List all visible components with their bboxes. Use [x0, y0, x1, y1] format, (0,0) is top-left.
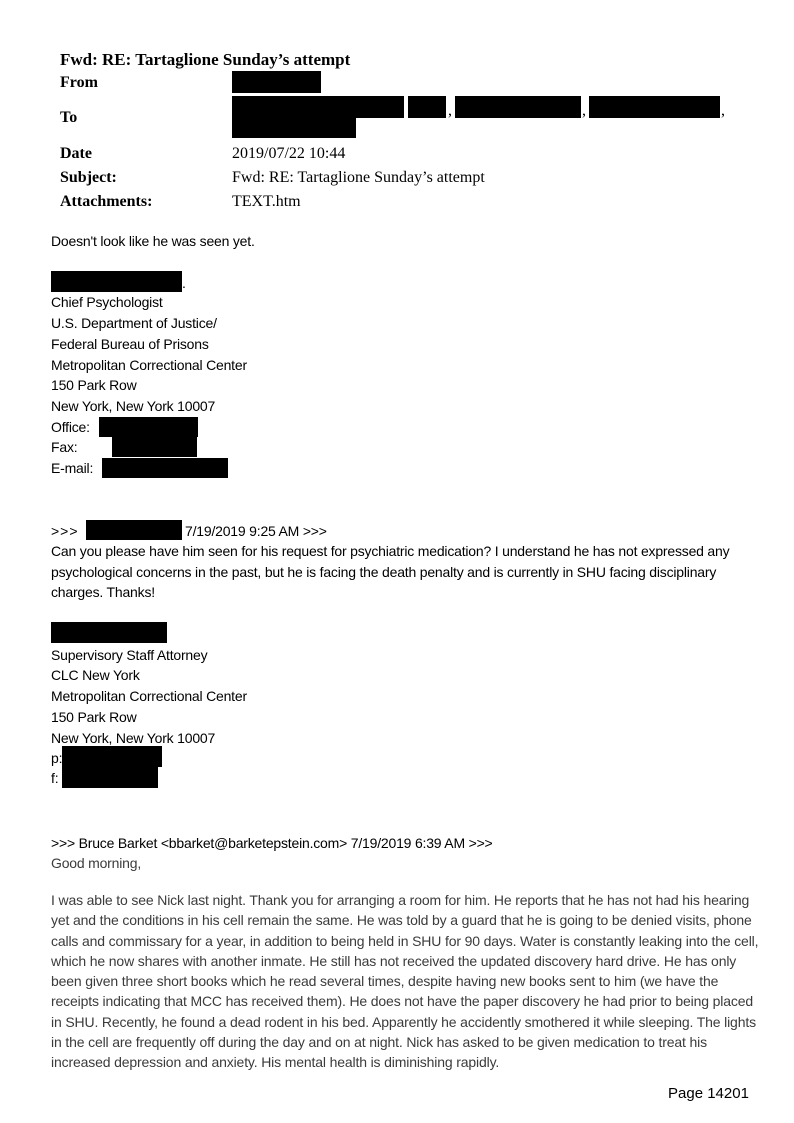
message2-text: Can you please have him seen for his request for psychiatric medication? I understand he has not expressed any psychological concerns in the past, but he is facing the death penalty and is currently in SHU facing disciplinary charges. Thanks! — [51, 543, 730, 600]
message3-header: >>> Bruce Barket <bbarket@barketepstein.com> 7/19/2019 6:39 AM >>> — [51, 835, 493, 851]
redacted-to-1 — [232, 96, 404, 118]
fax2-label: f: — [51, 770, 59, 786]
email-subject-title: Fwd: RE: Tartaglione Sunday’s attempt — [60, 50, 351, 69]
sig2-facility: Metropolitan Correctional Center — [51, 688, 247, 704]
sig1-department: U.S. Department of Justice/ — [51, 315, 217, 331]
message3-body — [51, 890, 766, 1086]
redacted-to-4 — [589, 96, 720, 118]
signer-name-suffix: . — [182, 275, 186, 291]
sig1-bureau: Federal Bureau of Prisons — [51, 336, 209, 352]
from-label: From — [60, 74, 98, 91]
redacted-to-5 — [232, 118, 356, 138]
redacted-office-phone — [99, 417, 198, 437]
attachment-link[interactable]: TEXT.htm — [232, 193, 301, 210]
page-number: Page 14201 — [668, 1085, 749, 1102]
to-separator: , — [582, 102, 586, 119]
to-separator: , — [721, 102, 725, 119]
phone-label: p: — [51, 750, 63, 766]
redacted-signer-name — [51, 271, 182, 292]
to-separator: , — [448, 102, 452, 119]
sig2-title: Supervisory Staff Attorney — [51, 647, 208, 663]
sig1-city: New York, New York 10007 — [51, 398, 216, 414]
sig2-street: 150 Park Row — [51, 709, 137, 725]
redacted-sender — [86, 520, 182, 540]
sig1-facility: Metropolitan Correctional Center — [51, 357, 247, 373]
redacted-to-2 — [408, 96, 446, 118]
sig1-title: Chief Psychologist — [51, 294, 163, 310]
message3-greeting: Good morning, — [51, 855, 142, 871]
sig1-street: 150 Park Row — [51, 377, 137, 393]
subject-label: Subject: — [60, 169, 117, 186]
redacted-attorney-name — [51, 622, 167, 643]
body-intro: Doesn't look like he was seen yet. — [51, 233, 255, 249]
date-value: 2019/07/22 10:44 — [232, 145, 346, 162]
subject-value: Fwd: RE: Tartaglione Sunday’s attempt — [232, 169, 485, 186]
office-label: Office: — [51, 419, 90, 435]
redacted-fax — [112, 437, 197, 457]
redacted-email — [102, 458, 228, 478]
to-label: To — [60, 109, 78, 126]
redacted-to-3 — [455, 96, 581, 118]
fax-label: Fax: — [51, 439, 78, 455]
redacted-phone — [62, 746, 162, 767]
sig2-city: New York, New York 10007 — [51, 730, 216, 746]
attachments-label: Attachments: — [60, 193, 153, 210]
email-label: E-mail: — [51, 460, 94, 476]
redacted-fax2 — [62, 767, 158, 788]
sig2-office: CLC New York — [51, 667, 140, 683]
quote-prefix: >>> — [51, 523, 79, 539]
redacted-from — [232, 71, 321, 93]
date-label: Date — [60, 145, 92, 162]
message2-meta: 7/19/2019 9:25 AM >>> — [185, 523, 327, 539]
message3-paragraph: I was able to see Nick last night. Thank you for arranging a room for him. He reports that he has not had his hearing yet and the conditions in his cell remain the same. He was told by a guard that he is going to be denied visits, phone calls and commissary for a year, in addition to being held in SHU for 90 days. Water is constantly leaking into the cell, which he now shares with another inmate. He still has not received the updated discovery hard drive. He has only been given three short books which he read several times, despite having new books sent to him (we have the receipts indicating that MCC has received them). He does not have the paper discovery he had prior to being placed in SHU. Recently, he found a dead rodent in his bed. Apparently he accidently smothered it while sleeping. The lights in the cell are frequently off during the day and on at night. Nick has asked to be given medication to treat his increased depression and anxiety. His mental health is diminishing rapidly. — [51, 892, 759, 1071]
